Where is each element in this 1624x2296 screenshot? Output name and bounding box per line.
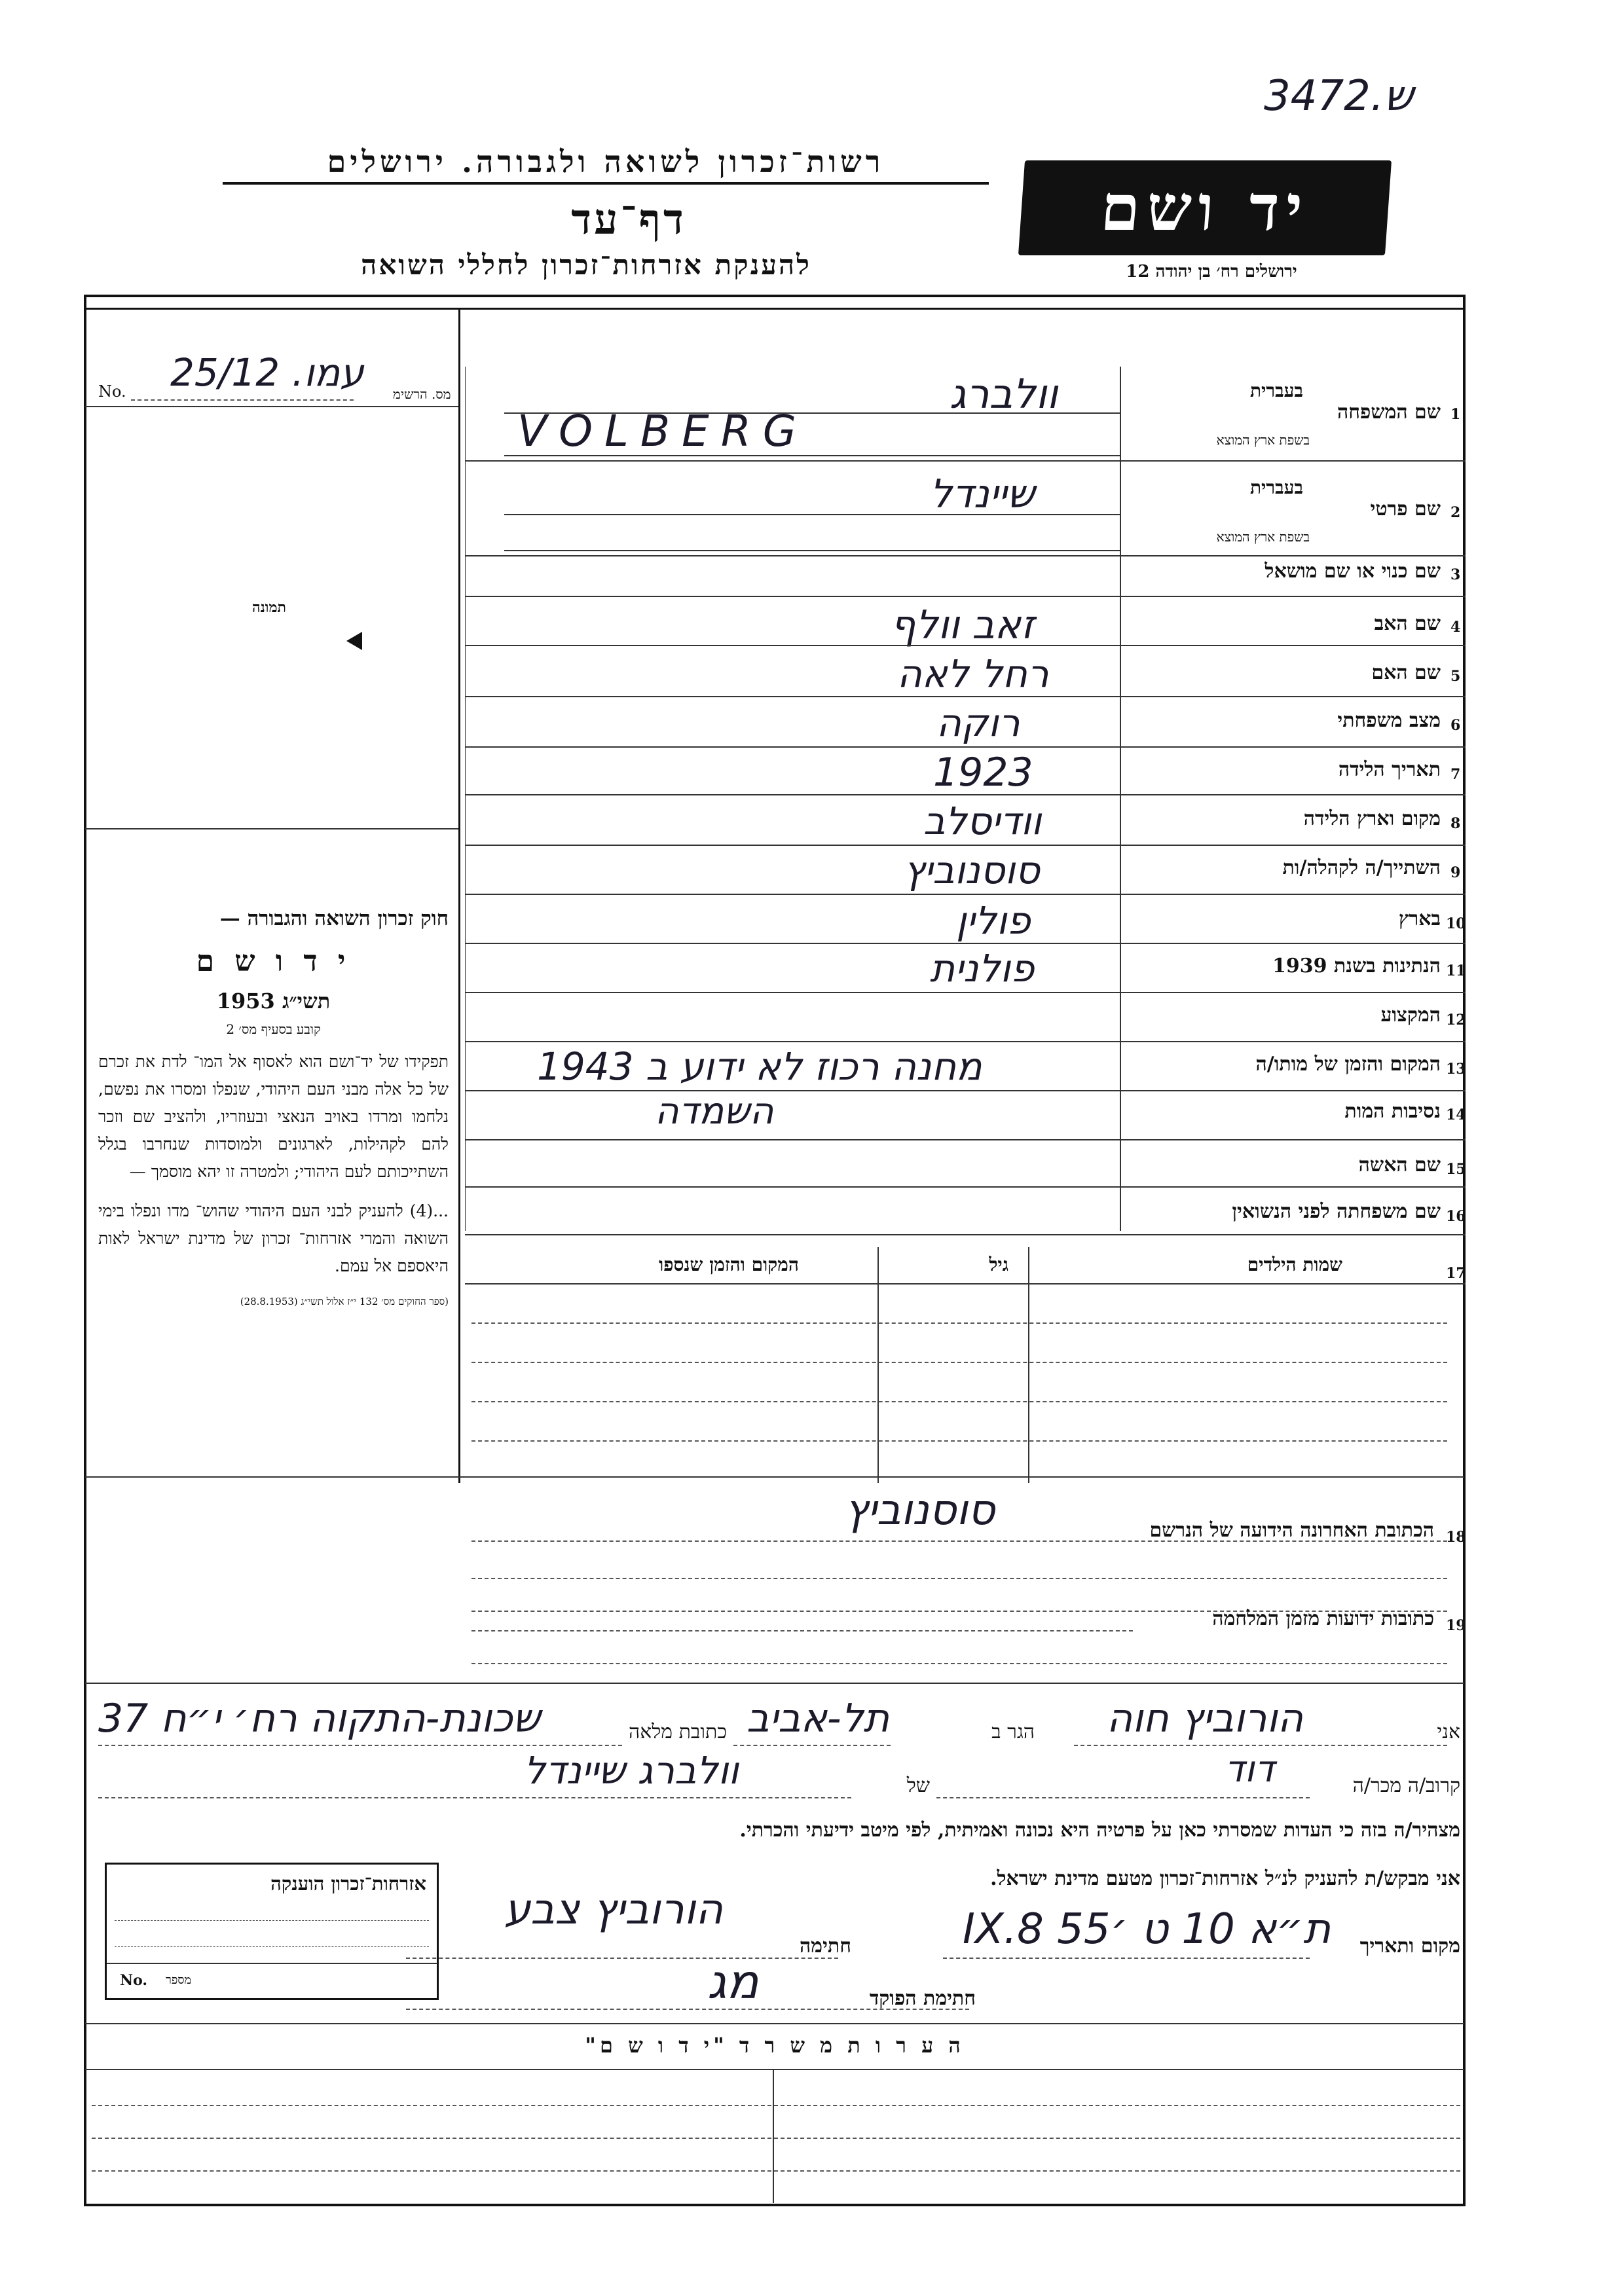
field-2-sub-hebrew: בעברית bbox=[1249, 477, 1303, 498]
field-6-value[interactable]: רוקה bbox=[936, 701, 1020, 745]
field-3-number: 3 bbox=[1450, 566, 1461, 583]
field-13-value[interactable]: מחנה רכוז לא ידוע ב 1943 bbox=[537, 1044, 982, 1089]
of-value[interactable]: וולברג שיינדל bbox=[524, 1748, 739, 1793]
field-18-label: הכתובת האחרונה הידועה של הנרשם bbox=[1149, 1519, 1434, 1542]
field-5-number: 5 bbox=[1450, 668, 1461, 685]
field-13-label: המקום והזמן של מותו/ה bbox=[1255, 1053, 1441, 1076]
field-8-label: מקום וארץ הלידה bbox=[1303, 807, 1441, 830]
field-7-value[interactable]: 1923 bbox=[933, 750, 1033, 795]
field-19-label: כתובות ידועות מזמן המלחמה bbox=[1212, 1607, 1434, 1630]
field-7-number: 7 bbox=[1450, 766, 1461, 783]
yad-vashem-logo bbox=[1018, 160, 1392, 255]
law-text-2: ...(4) להעניק לבני העם היהודי שהוש־ מדו ונפלו בימי השואה והמרי אזרחות־ זכרון של מדינת ישראל לאות היאספם אל עמם. bbox=[98, 1201, 449, 1275]
field-15-number: 15 bbox=[1446, 1161, 1466, 1178]
declaration-request: אני מבקש/ת להעניק לנ״ל אזרחות־זכרון מטעם מדינת ישראל. bbox=[990, 1867, 1460, 1890]
field-8-number: 8 bbox=[1450, 815, 1461, 832]
field-11-label: הנתינות בשנת 1939 bbox=[1272, 955, 1441, 977]
citizenship-number-label: מספר bbox=[166, 1973, 192, 1987]
declaration-lives-in: הגר ב bbox=[991, 1721, 1035, 1743]
field-10-label: בארץ bbox=[1398, 907, 1441, 930]
field-18-value[interactable]: סוסנוביץ bbox=[845, 1486, 995, 1535]
citizenship-box-title: אזרחות־זכרון הוענקה bbox=[270, 1872, 426, 1895]
children-col-place: המקום והזמן שנספו bbox=[659, 1254, 799, 1275]
field-5-label: שם האם bbox=[1371, 661, 1441, 684]
archive-number: 3ש.472 bbox=[1264, 72, 1414, 120]
field-18-number: 18 bbox=[1446, 1529, 1466, 1546]
field-6-number: 6 bbox=[1450, 717, 1461, 734]
field-1-number: 1 bbox=[1450, 406, 1461, 423]
field-4-number: 4 bbox=[1450, 619, 1461, 636]
field-9-number: 9 bbox=[1450, 864, 1461, 881]
field-2-number: 2 bbox=[1450, 504, 1461, 521]
declarant-address[interactable]: שכונת-התקוה רח׳ י״ח 37 bbox=[98, 1696, 541, 1741]
citizenship-box bbox=[105, 1863, 439, 2000]
field-14-number: 14 bbox=[1446, 1106, 1466, 1123]
relative-value[interactable]: דוד bbox=[1225, 1748, 1275, 1791]
field-1-value[interactable]: וולברג bbox=[950, 370, 1058, 418]
children-col-names: שמות הילדים bbox=[1247, 1254, 1342, 1275]
field-9-label: השתייך/ה לקהלה/ות bbox=[1282, 856, 1441, 879]
relative-label: קרוב/ה מכר/ה bbox=[1352, 1774, 1460, 1797]
declarant-name[interactable]: הורוביץ חוה bbox=[1107, 1696, 1304, 1741]
field-13-number: 13 bbox=[1446, 1061, 1466, 1078]
of-label: של bbox=[906, 1774, 930, 1797]
place-date-value[interactable]: ת״א 10 ט ׳55 8.IX bbox=[963, 1905, 1331, 1954]
reg-no-label: מס. הרשימ bbox=[393, 386, 451, 402]
field-14-label: נסיבות המות bbox=[1344, 1100, 1441, 1123]
photo-mark bbox=[331, 632, 362, 650]
field-1-sub-origin: בשפת ארץ המוצא bbox=[1216, 432, 1310, 448]
children-col-age: גיל bbox=[989, 1254, 1008, 1275]
header-authority: רשות־זכרון לשואה ולגבורה. ירושלים bbox=[223, 144, 989, 185]
field-1-label: שם המשפחה bbox=[1337, 401, 1441, 424]
declarant-city[interactable]: תל-אביב bbox=[747, 1696, 890, 1741]
field-4-value[interactable]: זאב וולף bbox=[891, 602, 1035, 648]
field-10-value[interactable]: פולין bbox=[956, 898, 1031, 943]
declaration-address-label: כתובת מלאה bbox=[629, 1721, 727, 1743]
place-date-label: מקום ותאריך bbox=[1359, 1935, 1460, 1958]
signature-label: חתימה bbox=[800, 1935, 851, 1958]
field-7-label: תאריך הלידה bbox=[1338, 758, 1441, 781]
field-1-sub-hebrew: בעברית bbox=[1249, 380, 1303, 401]
photo-label: תמונה bbox=[252, 599, 286, 616]
field-2-value[interactable]: שיינדל bbox=[930, 471, 1035, 517]
field-16-label: שם משפחתה לפני הנשואין bbox=[1232, 1200, 1441, 1223]
field-19-number: 19 bbox=[1446, 1617, 1466, 1634]
form-title: דף־עד bbox=[571, 195, 686, 244]
officer-signature-label: חתימת הפוקד bbox=[869, 1987, 976, 2010]
field-12-number: 12 bbox=[1446, 1011, 1466, 1029]
field-1-value-latin[interactable]: VOLBERG bbox=[517, 406, 808, 456]
field-8-value[interactable]: וודיסלב bbox=[923, 799, 1042, 843]
field-2-sub-origin: בשפת ארץ המוצא bbox=[1216, 529, 1310, 545]
field-4-label: שם האב bbox=[1374, 612, 1441, 635]
law-text: תפקידו של יד־ושם הוא לאסוף אל המו־ לדת את זכרם של כל אלה מבני העם היהודי, שנפלו ומסרו את נפשם, נלחמו ומרדו באויב הנאצי ובעוזריו, ולהציב שם וזכר להם לקהילות, לארגונים ולמוסדות שנחרבו בגלל השתייכותם לעם היהודי; ולמטרה זו יהא מוסמך — bbox=[98, 1052, 449, 1181]
reg-no-prefix: No. bbox=[98, 382, 126, 401]
signature-value[interactable]: הורוביץ צבע bbox=[504, 1886, 724, 1934]
field-3-label: שם כנוי או שם מושאל bbox=[1264, 560, 1441, 583]
reg-no-value: עמו. 25/12 bbox=[170, 350, 364, 395]
children-table-number: 17 bbox=[1446, 1265, 1466, 1282]
field-12-label: המקצוע bbox=[1380, 1004, 1441, 1027]
declaration-ani: אני bbox=[1437, 1721, 1460, 1743]
field-11-value[interactable]: פולנית bbox=[930, 946, 1035, 991]
header-address: ירושלים רח׳ בן יהודה 12 bbox=[1126, 262, 1297, 282]
officer-signature-value[interactable]: מג bbox=[707, 1954, 759, 2009]
law-title: חוק זכרון השואה והגבורה — bbox=[219, 907, 449, 930]
law-reference: (ספר החוקים מס׳ 132 י״ז אלול תשי״ג (28.8.1953) bbox=[240, 1296, 449, 1307]
form-subtitle: להענקת אזרחות־זכרון לחללי השואה bbox=[361, 249, 811, 281]
logo-text: יד ושם bbox=[1098, 171, 1312, 245]
law-panel bbox=[98, 907, 449, 1308]
field-6-label: מצב משפחתי bbox=[1337, 709, 1441, 732]
field-14-value[interactable]: השמדה bbox=[655, 1090, 774, 1133]
field-5-value[interactable]: רחל לאה bbox=[897, 651, 1049, 696]
field-15-label: שם האשה bbox=[1358, 1154, 1441, 1176]
law-name: י ד ו ש ם bbox=[196, 945, 351, 978]
law-clause: קובע בסעיף מס׳ 2 bbox=[226, 1021, 321, 1037]
remarks-title: ה ע ר ו ת מ ש ר ד "י ד ו ש ם" bbox=[585, 2033, 965, 2058]
law-year: תשי״ג 1953 bbox=[216, 989, 331, 1013]
declaration-statement: מצהיר/ה בזה כי העדות שמסרתי כאן על פרטיה היא נכונה ואמיתית, לפי מיטב ידיעתי והכרתי. bbox=[739, 1819, 1460, 1842]
field-16-number: 16 bbox=[1446, 1208, 1466, 1225]
field-9-value[interactable]: סוסנוביץ bbox=[904, 848, 1040, 892]
citizenship-number-prefix: No. bbox=[120, 1972, 148, 1989]
field-2-label: שם פרטי bbox=[1370, 498, 1441, 520]
field-10-number: 10 bbox=[1446, 915, 1466, 932]
field-11-number: 11 bbox=[1446, 962, 1466, 979]
